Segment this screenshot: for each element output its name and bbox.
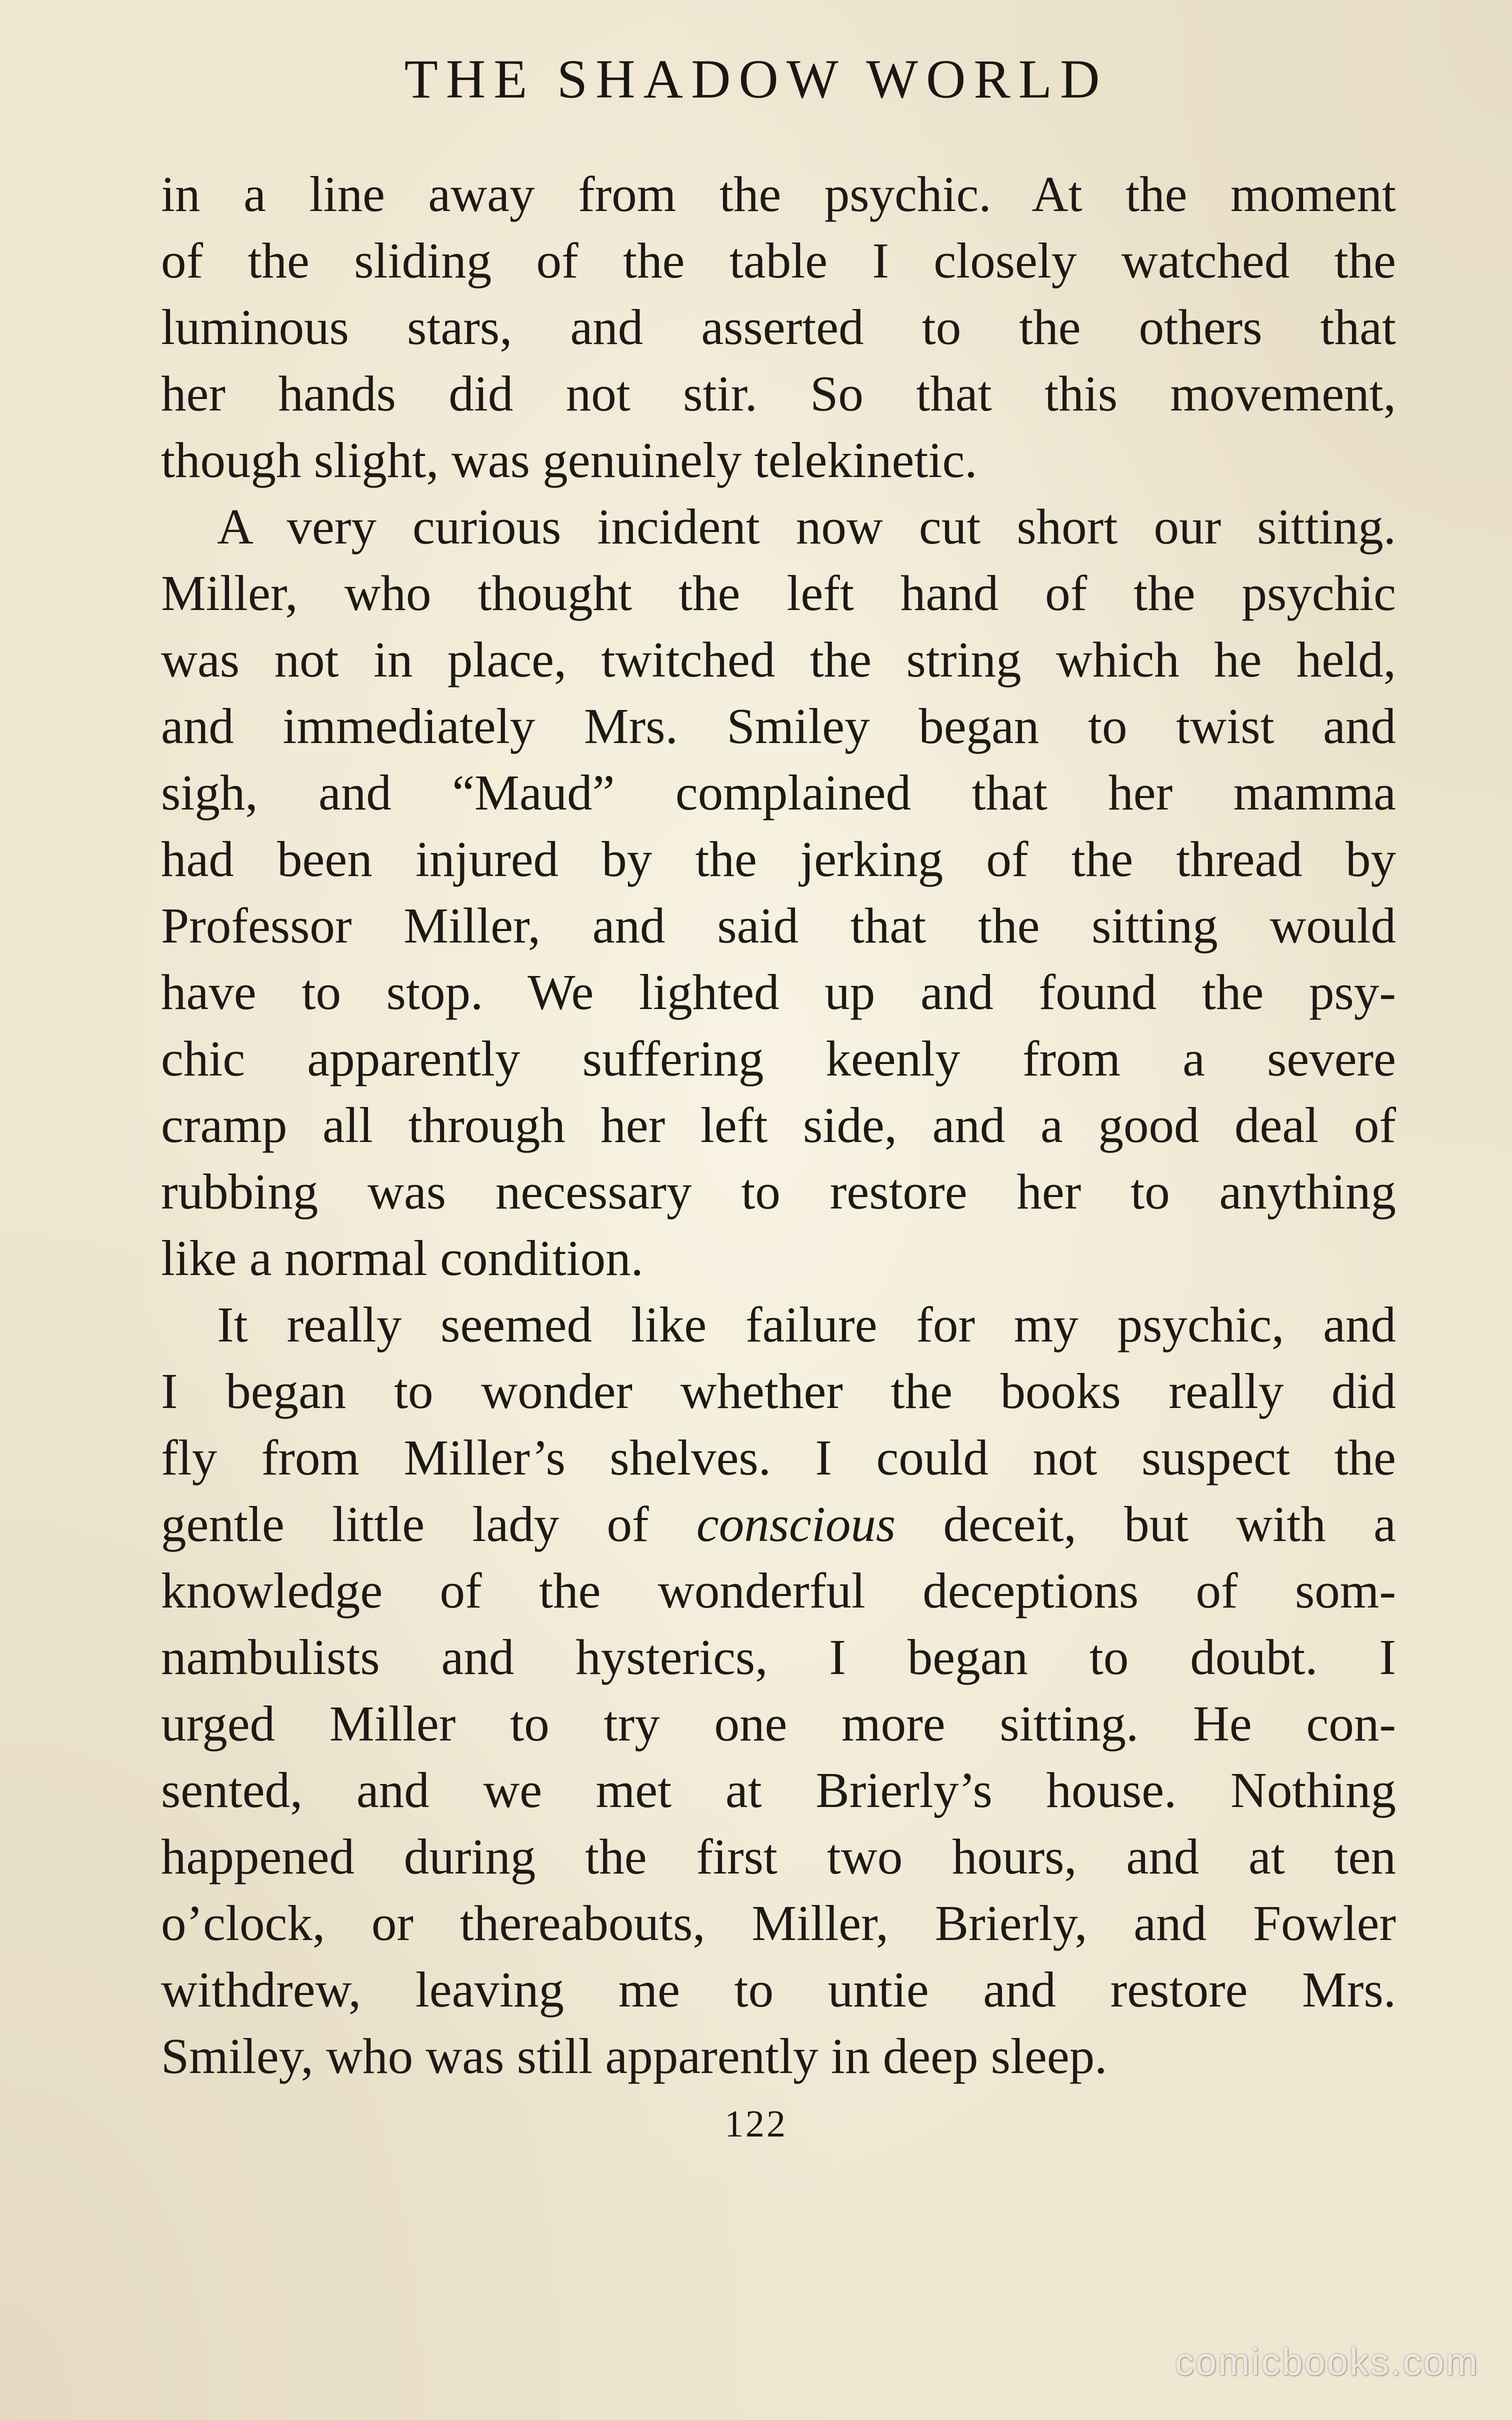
text-line: Professor Miller, and said that the sitting would	[161, 898, 1396, 954]
text-line: withdrew, leaving me to untie and restore Mrs.	[161, 1962, 1396, 2018]
watermark: comicbooks.com	[1175, 2341, 1479, 2384]
text-line: Smiley, who was still apparently in deep sleep.	[161, 2028, 1108, 2084]
text-line: o’clock, or thereabouts, Miller, Brierly, and Fowler	[161, 1895, 1396, 1951]
text-line: I began to wonder whether the books really did	[161, 1363, 1396, 1419]
paragraph	[161, 1292, 1396, 2090]
text-line: luminous stars, and asserted to the others that	[161, 299, 1396, 355]
text-line: cramp all through her left side, and a good deal of	[161, 1097, 1396, 1153]
text-line: of the sliding of the table I closely watched the	[161, 232, 1396, 288]
text-line: have to stop. We lighted up and found the psy-	[161, 964, 1396, 1020]
text-line: rubbing was necessary to restore her to anything	[161, 1164, 1396, 1220]
text-line: It really seemed like failure for my psychic, and	[217, 1296, 1396, 1352]
page-number: 122	[724, 2103, 788, 2145]
text-line: like a normal condition.	[161, 1230, 644, 1286]
text-line: chic apparently suffering keenly from a severe	[161, 1030, 1396, 1086]
text-line: A very curious incident now cut short our sitting.	[217, 498, 1396, 554]
text-line: urged Miller to try one more sitting. He con-	[161, 1696, 1396, 1752]
italic-text: conscious	[696, 1496, 896, 1552]
text-line: Miller, who thought the left hand of the psychic	[161, 565, 1396, 621]
text-line: sigh, and “Maud” complained that her mamma	[161, 764, 1396, 820]
paragraph	[161, 161, 1396, 494]
text-line: was not in place, twitched the string which he held,	[161, 632, 1396, 688]
text-line: in a line away from the psychic. At the moment	[161, 166, 1396, 222]
text-line: had been injured by the jerking of the thread by	[161, 831, 1396, 887]
text-line: nambulists and hysterics, I began to doubt. I	[161, 1629, 1396, 1685]
text-line: fly from Miller’s shelves. I could not suspect the	[161, 1430, 1396, 1486]
text-line: knowledge of the wonderful deceptions of som-	[161, 1562, 1396, 1618]
body-text	[161, 161, 1396, 2090]
text-line: happened during the first two hours, and at ten	[161, 1828, 1396, 1884]
text-line: sented, and we met at Brierly’s house. Nothing	[161, 1762, 1396, 1818]
text-line: her hands did not stir. So that this movement,	[161, 366, 1396, 422]
paragraph	[161, 494, 1396, 1292]
text-line: though slight, was genuinely telekinetic.	[161, 432, 978, 488]
text-line: gentle little lady of conscious deceit, but with a	[161, 1496, 1396, 1552]
running-head: THE SHADOW WORLD	[404, 48, 1108, 110]
text-line: and immediately Mrs. Smiley began to twist and	[161, 698, 1396, 754]
